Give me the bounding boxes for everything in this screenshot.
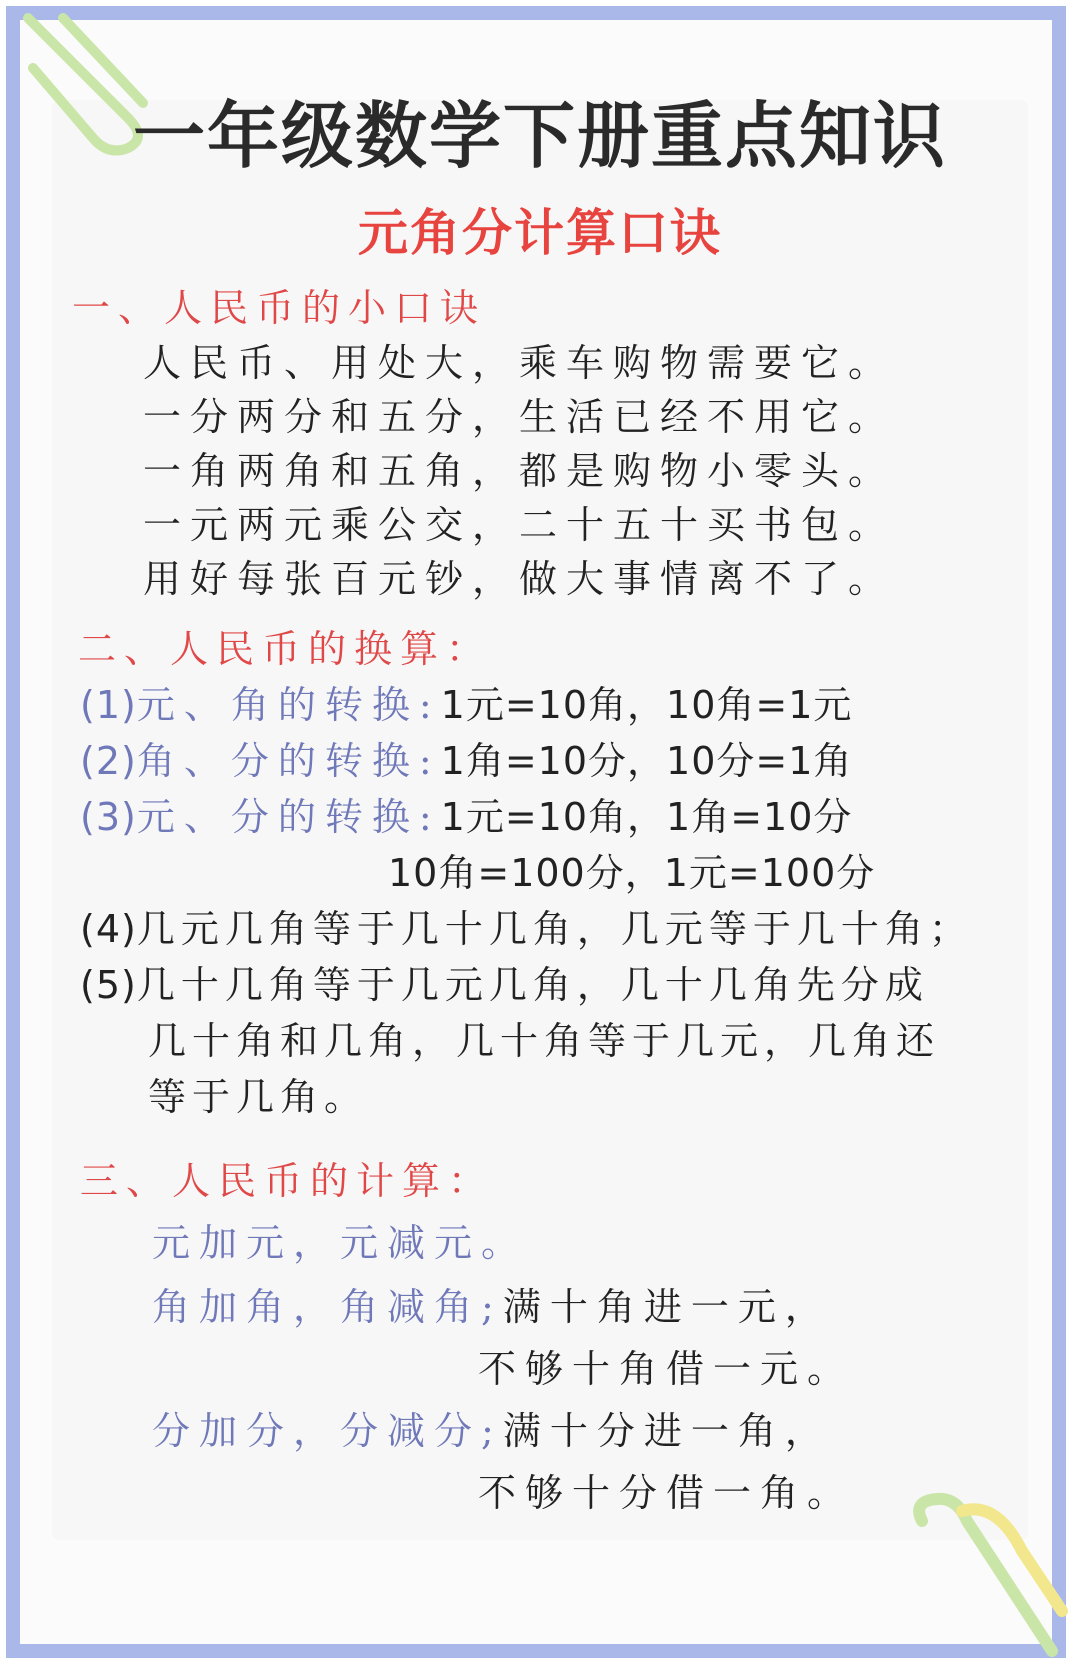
section1-heading: 一、人民币的小口诀 <box>72 286 487 330</box>
conversion-item-continued: 等于几角。 <box>148 1075 369 1119</box>
rhyme-line: 一角两角和五角，都是购物小零头。 <box>143 449 896 493</box>
item-label: 元、分的转换: <box>136 795 441 839</box>
rhyme-line: 一元两元乘公交，二十五十买书包。 <box>143 503 896 547</box>
page-subtitle: 元角分计算口诀 <box>358 204 722 262</box>
item-text: 几元几角等于几十几角，几元等于几十角； <box>136 907 973 951</box>
conversion-item <box>80 898 973 953</box>
rhyme-line: 人民币、用处大，乘车购物需要它。 <box>143 341 896 385</box>
item-text: 几十几角等于几元几角，几十几角先分成 <box>136 963 929 1007</box>
item-label: 元、角的转换: <box>136 683 441 727</box>
item-number: (5) <box>80 963 137 1007</box>
calc-text: 满十分进一角， <box>502 1409 832 1453</box>
conversion-item-continued: 10角=100分，1元=100分 <box>388 851 876 895</box>
rhyme-line: 用好每张百元钞，做大事情离不了。 <box>143 557 896 601</box>
item-number: (4) <box>80 907 137 951</box>
paperclip-icon <box>902 1491 1072 1661</box>
calc-label: 分加分，分减分; <box>152 1409 503 1453</box>
rhyme-line: 一分两分和五分，生活已经不用它。 <box>143 395 896 439</box>
calc-rule-continued: 不够十分借一角。 <box>478 1471 855 1515</box>
calc-rule <box>152 1276 832 1331</box>
item-label: 角、分的转换: <box>136 739 441 783</box>
page-title: 一年级数学下册重点知识 <box>132 94 947 178</box>
conversion-item <box>80 786 852 841</box>
item-number: (3) <box>80 795 137 839</box>
item-value: 1角=10分，10分=1角 <box>440 739 853 783</box>
calc-label: 角加角，角减角; <box>152 1285 503 1329</box>
conversion-item <box>80 674 852 729</box>
section2-heading: 二、人民币的换算： <box>78 627 493 671</box>
calc-rule-continued: 不够十角借一元。 <box>478 1347 855 1391</box>
calc-rule <box>152 1400 832 1455</box>
conversion-item <box>80 730 852 785</box>
item-value: 1元=10角，1角=10分 <box>440 795 853 839</box>
conversion-item <box>80 954 929 1009</box>
item-value: 1元=10角，10角=1元 <box>440 683 853 727</box>
calc-rule: 元加元，元减元。 <box>152 1221 529 1265</box>
item-number: (1) <box>80 683 137 727</box>
item-number: (2) <box>80 739 137 783</box>
conversion-item-continued: 几十角和几角，几十角等于几元，几角还 <box>148 1019 941 1063</box>
section3-heading: 三、人民币的计算： <box>80 1159 495 1203</box>
calc-text: 满十角进一元， <box>502 1285 832 1329</box>
